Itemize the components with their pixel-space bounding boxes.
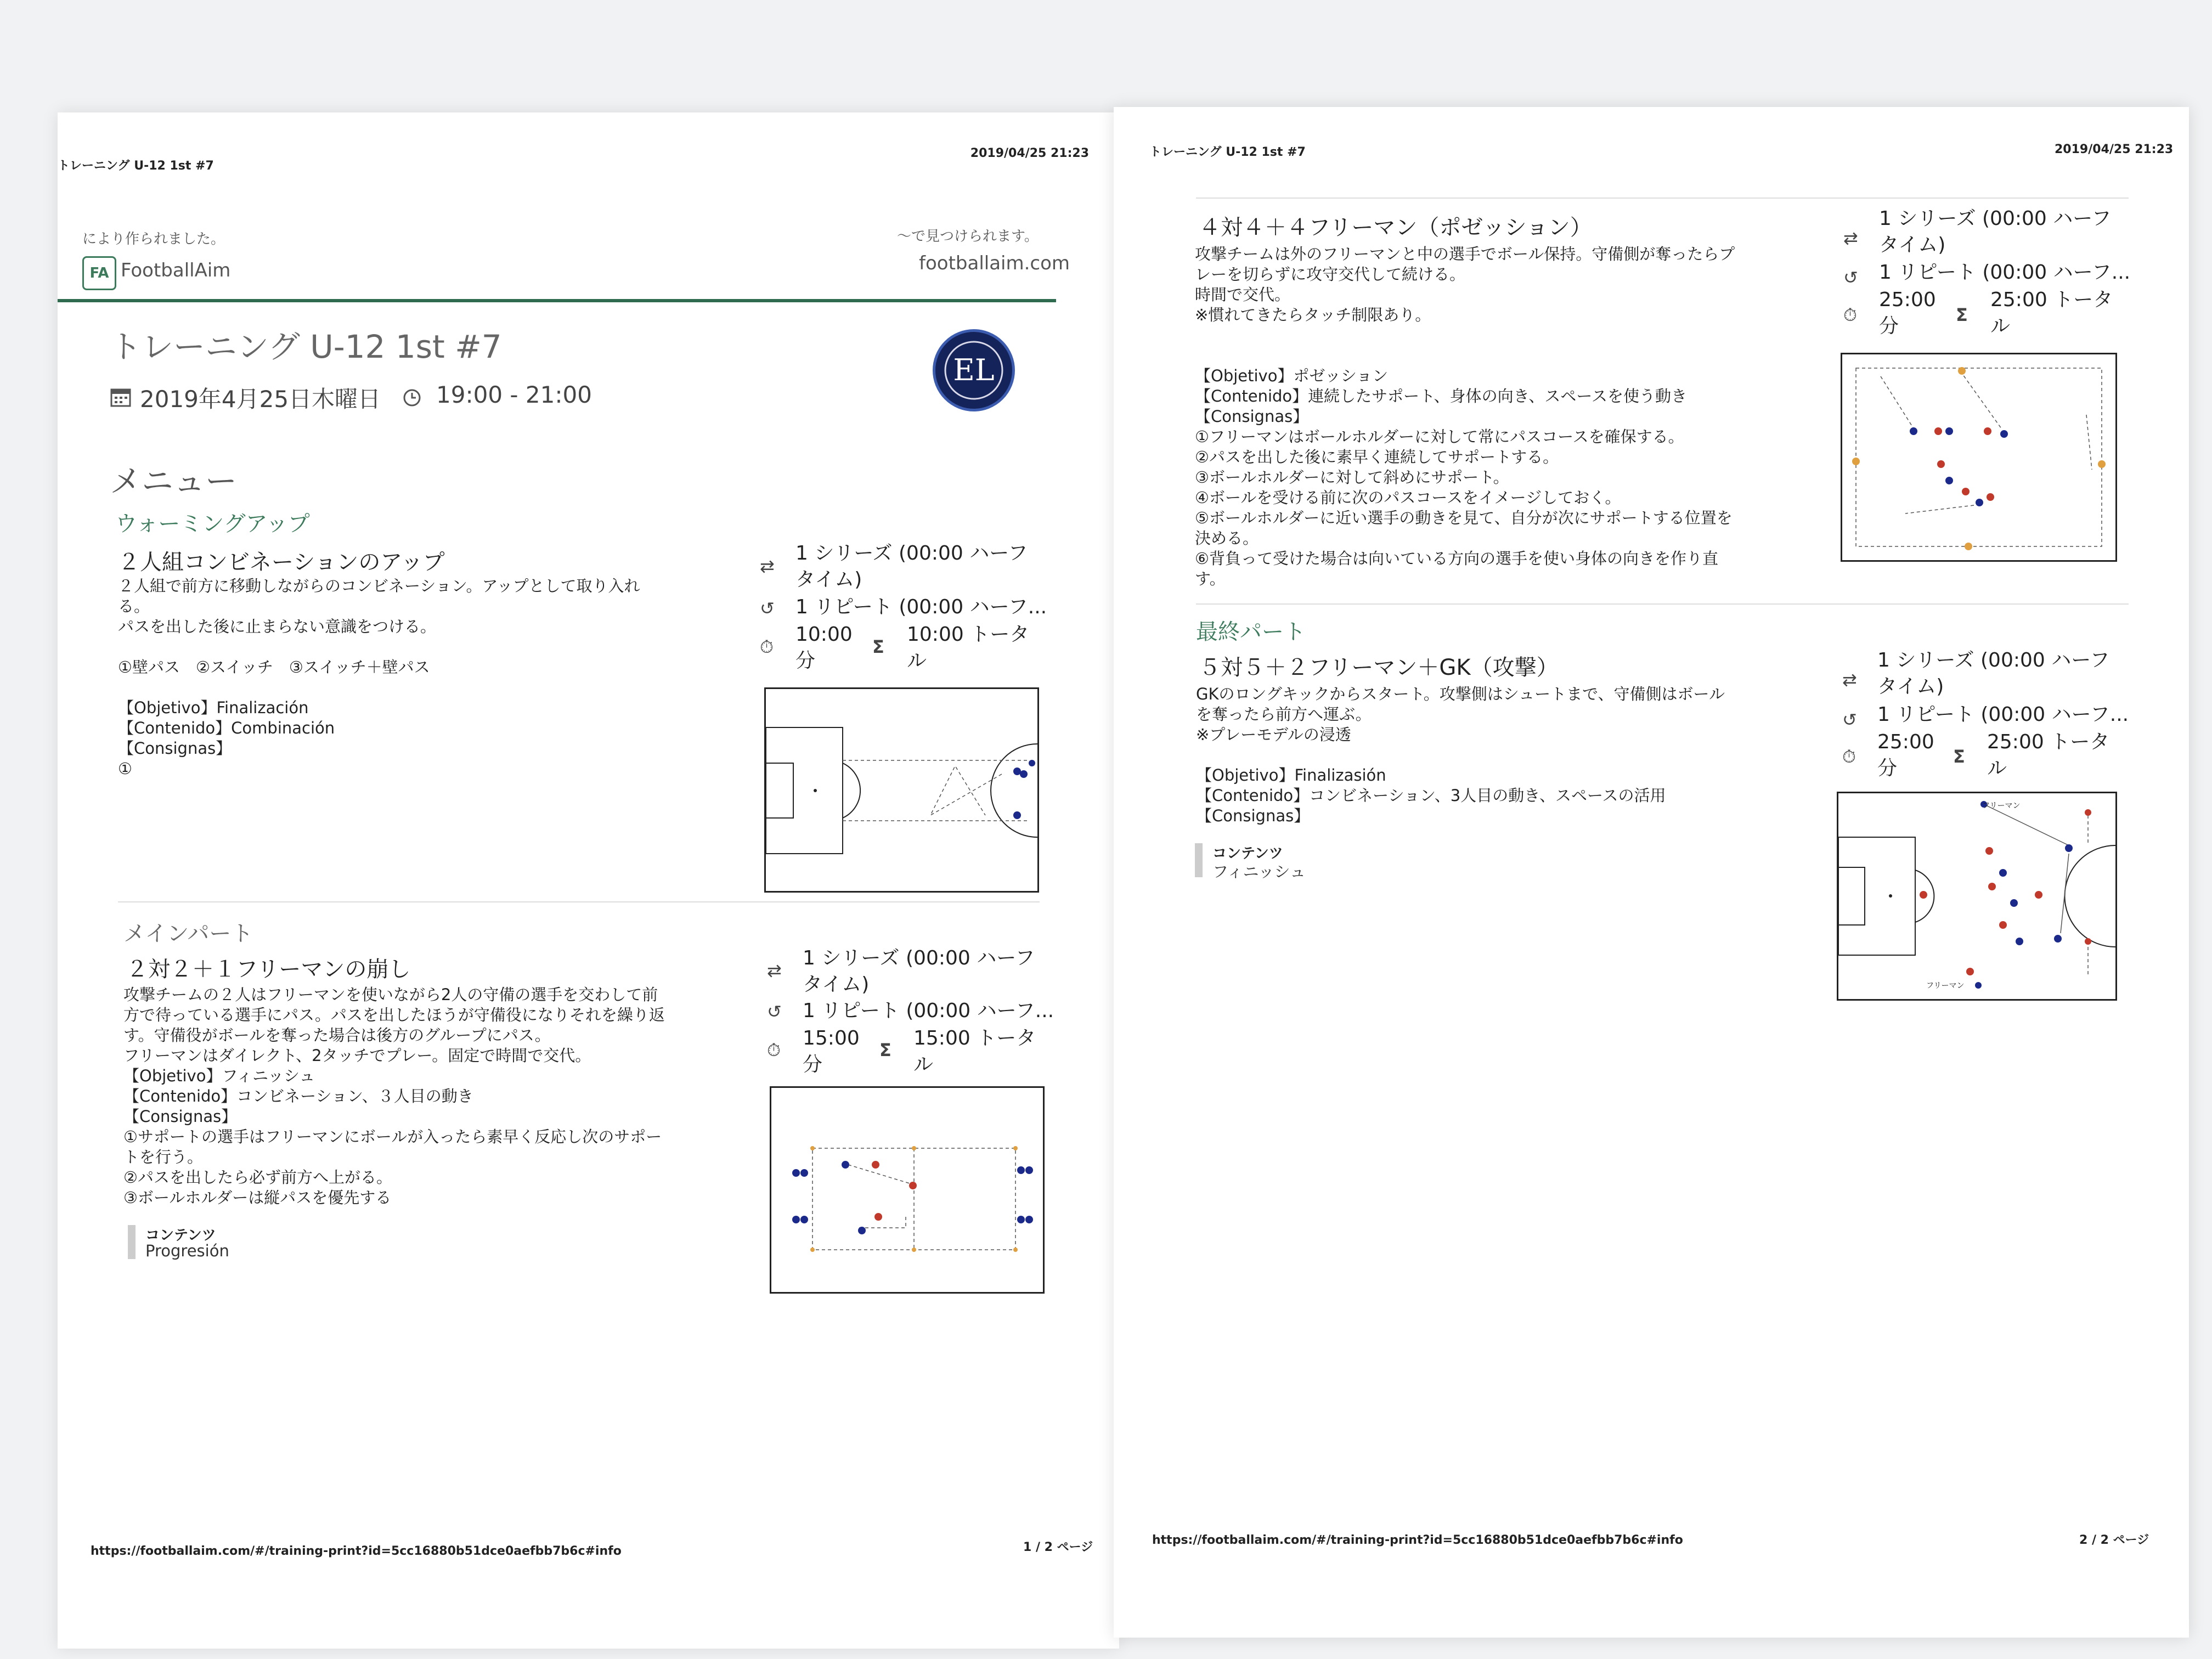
drill-duration: 15:00 分	[803, 1027, 860, 1076]
drill-description: ２人組で前方に移動しながらのコンビネーション。アップとして取り入れ る。 パスを出した後に止まらない意識をつける。 ①壁パス ②スイッチ ③スイッチ＋壁パス 【Objetivo】Finalización 【Contenido】Combinación 【Consignas】 ①	[118, 577, 640, 778]
rotate-icon: ↺	[1843, 267, 1858, 288]
drill-diagram	[764, 687, 1039, 893]
stopwatch-icon: ⏱	[1843, 304, 1857, 325]
document-page-2	[1114, 107, 2189, 1638]
drill-total: 10:00 トータ ル	[907, 623, 1030, 672]
document-page-1	[58, 112, 1119, 1649]
rotate-icon: ↺	[767, 1001, 782, 1022]
drill-repeat: 1 リピート (00:00 ハーフ...	[803, 1000, 1054, 1022]
stopwatch-icon: ⏱	[760, 636, 774, 657]
drill-duration: 10:00 分	[795, 623, 853, 672]
drill-duration: 25:00 分	[1877, 731, 1934, 780]
drill-repeat: 1 リピート (00:00 ハーフ...	[1877, 703, 2129, 726]
repeat-icon: ⇄	[1843, 228, 1858, 249]
drill-diagram	[1841, 353, 2117, 562]
section-divider	[1196, 198, 2129, 199]
drill-series: 1 シリーズ (00:00 ハーフ タイム)	[795, 542, 1028, 591]
section-final: 最終パート	[1196, 619, 1306, 645]
header-divider	[58, 299, 1056, 302]
drill-title: ４対４＋４フリーマン（ポゼッション）	[1199, 215, 1592, 240]
sigma-icon: Σ	[1956, 304, 1968, 325]
drill-title: ２人組コンビネーションのアップ	[118, 550, 445, 575]
section-main: メインパート	[123, 921, 253, 946]
created-by-text: により作られました。	[82, 231, 225, 247]
drill-diagram	[770, 1086, 1045, 1294]
section-warmup: ウォーミングアップ	[115, 511, 310, 537]
drill-title: ２対２＋１フリーマンの崩し	[126, 957, 411, 982]
footer-url[interactable]: https://footballaim.com/#/training-print?id=5cc16880b51dce0aefbb7b6c#info	[1152, 1533, 1683, 1547]
sigma-icon: Σ	[879, 1040, 891, 1060]
drill-duration: 25:00 分	[1879, 289, 1936, 337]
drill-total: 25:00 トータ ル	[1987, 731, 2110, 780]
drill-diagram	[1837, 792, 2117, 1001]
page-title: トレーニング U-12 1st #7	[110, 328, 502, 365]
menu-heading: メニュー	[110, 462, 238, 500]
header-timestamp: 2019/04/25 21:23	[970, 146, 1089, 160]
diagram-label: フリーマン	[1982, 802, 2021, 810]
repeat-icon: ⇄	[767, 960, 782, 981]
site-link[interactable]: footballaim.com	[919, 252, 1070, 274]
diagram-label: フリーマン	[1926, 981, 1965, 990]
drill-series: 1 シリーズ (00:00 ハーフ タイム)	[1877, 649, 2110, 698]
training-time: 19:00 - 21:00	[436, 381, 592, 408]
section-divider	[1196, 603, 2129, 605]
content-label: コンテンツ	[145, 1227, 216, 1244]
drill-total: 15:00 トータ ル	[913, 1027, 1036, 1076]
drill-description: GKのロングキックからスタート。攻撃側はシュートまで、守備側はボール を奪ったら前方へ運ぶ。 ※プレーモデルの浸透 【Objetivo】Finalizasión 【Contenido】コンビネーション、3人目の動き、スペースの活用 【Consignas】	[1196, 685, 1725, 825]
section-divider	[118, 901, 1040, 902]
drill-description: 攻撃チームの２人はフリーマンを使いながら2人の守備の選手を交わして前 方で待っている選手にパス。パスを出したほうが守備役になりそれを繰り返 す。守備役がボールを奪った場合は後方のグループにパス。 フリーマンはダイレクト、2タッチでプレー。固定で時間で交代。 【Objetivo】フィニッシュ 【Contenido】コンビネーション、３人目の動き 【Consignas】 ①サポートの選手はフリーマンにボールが入ったら素早く反応し次のサポー トを行う。 ②パスを出したら必ず前方へ上がる。 ③ボールホルダーは縦パスを優先する	[123, 985, 665, 1207]
training-date: 2019年4月25日木曜日	[140, 386, 381, 413]
rotate-icon: ↺	[1842, 709, 1857, 730]
repeat-icon: ⇄	[760, 556, 775, 577]
content-label: コンテンツ	[1212, 845, 1283, 862]
drill-repeat: 1 リピート (00:00 ハーフ...	[1879, 261, 2131, 284]
brand-name: FootballAim	[121, 259, 231, 281]
found-at-text: ～で見つけられます。	[897, 228, 1039, 245]
footer-url[interactable]: https://footballaim.com/#/training-print?id=5cc16880b51dce0aefbb7b6c#info	[91, 1544, 622, 1558]
drill-series: 1 シリーズ (00:00 ハーフ タイム)	[803, 947, 1035, 996]
footer-page: 2 / 2 ページ	[2079, 1533, 2149, 1547]
drill-total: 25:00 トータ ル	[1990, 289, 2113, 337]
drill-repeat: 1 リピート (00:00 ハーフ...	[795, 596, 1047, 618]
header-timestamp: 2019/04/25 21:23	[2055, 143, 2174, 156]
club-crest-icon	[933, 329, 1015, 411]
content-value: フィニッシュ	[1212, 862, 1306, 881]
stopwatch-icon: ⏱	[1842, 746, 1856, 767]
content-bar	[128, 1225, 136, 1259]
repeat-icon: ⇄	[1842, 669, 1857, 690]
rotate-icon: ↺	[760, 598, 775, 619]
clock-icon	[402, 388, 422, 408]
drill-description: 攻撃チームは外のフリーマンと中の選手でボール保持。守備側が奪ったらプ レーを切らずに攻守交代して続ける。 時間で交代。 ※慣れてきたらタッチ制限あり。 【Objetivo】ポゼッション 【Contenido】連続したサポート、身体の向き、スペースを使う動き 【Consignas】 ①フリーマンはボールホルダーに対して常にパスコースを確保する。 ②パスを出した後に素早く連続してサポートする。 ③ボールホルダーに対して斜めにサポート。 ④ボールを受ける前に次のパスコースをイメージしておく。 ⑤ボールホルダーに近い選手の動きを見て、自分が次にサポートする位置を 決める。 ⑥背負って受けた場合は向いている方向の選手を使い身体の向きを作り直 す。	[1195, 245, 1735, 588]
sigma-icon: Σ	[872, 636, 884, 657]
stopwatch-icon: ⏱	[767, 1040, 781, 1060]
drill-series: 1 シリーズ (00:00 ハーフ タイム)	[1879, 207, 2112, 256]
content-bar	[1195, 843, 1203, 877]
calendar-icon	[110, 386, 132, 408]
header-title: トレーニング U-12 1st #7	[1149, 145, 1306, 159]
svg-text:EL: EL	[953, 353, 995, 387]
sigma-icon: Σ	[1953, 746, 1965, 767]
footer-page: 1 / 2 ページ	[1023, 1541, 1093, 1554]
drill-title: ５対５＋２フリーマン＋GK（攻撃）	[1199, 655, 1559, 680]
footballaim-logo-icon: FA	[82, 256, 116, 290]
content-value: Progresión	[145, 1242, 229, 1260]
header-title: トレーニング U-12 1st #7	[58, 159, 214, 173]
